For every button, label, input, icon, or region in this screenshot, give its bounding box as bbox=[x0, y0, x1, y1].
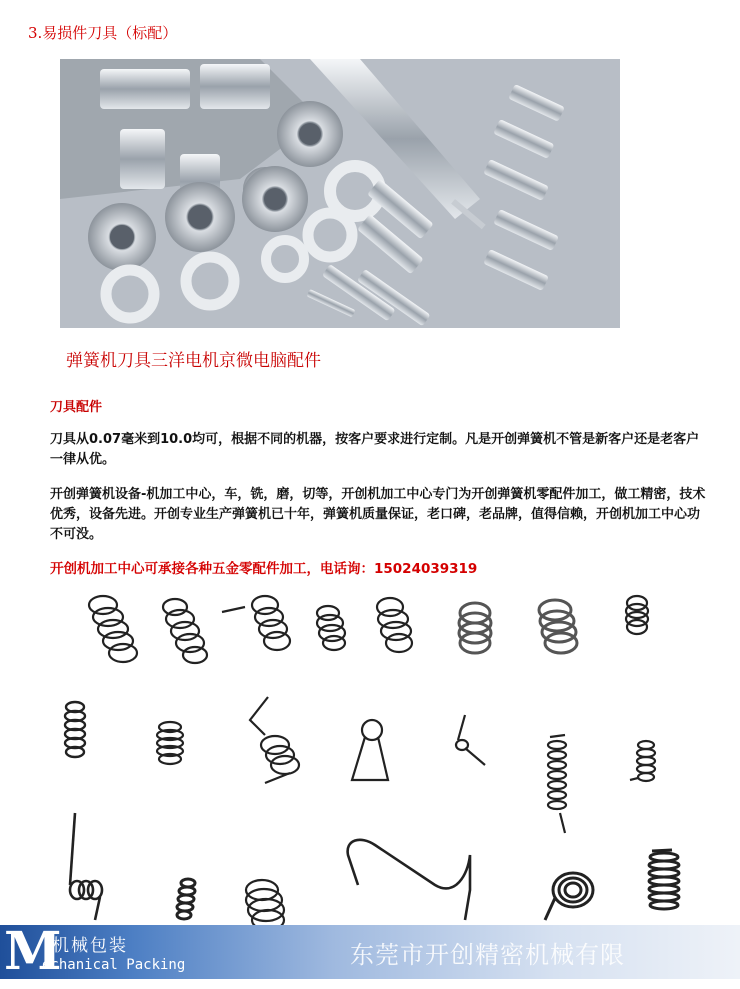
tools-illustration bbox=[60, 59, 620, 328]
spring-16 bbox=[70, 813, 102, 920]
contact-line: 开创机加工中心可承接各种五金零配件加工，电话询：15024039319 bbox=[50, 561, 478, 577]
spring-7 bbox=[539, 600, 577, 653]
springs-gallery bbox=[40, 585, 720, 935]
footer-banner bbox=[0, 921, 740, 982]
spring-20 bbox=[545, 873, 593, 920]
footer-company-name: 东莞市开创精密机械有限 bbox=[350, 941, 625, 969]
footer-english-title: echanical Packing bbox=[42, 957, 186, 973]
footer-logo-letter: M bbox=[4, 921, 62, 982]
spring-4 bbox=[317, 606, 345, 650]
section-title: 3.易损件刀具（标配） bbox=[28, 24, 178, 42]
spring-8 bbox=[626, 596, 648, 634]
tools-photo bbox=[60, 59, 620, 328]
paragraph-company: 开创弹簧机设备-机加工中心，车，铣，磨，切等，开创机加工中心专门为开创弹簧机零配件加工，做工精密，技术优秀，设备先进。开创专业生产弹簧机已十年，弹簧机质量保证，老口碑，老品牌，值得信赖，开创机加工中心功不可没。 bbox=[50, 487, 706, 542]
spring-2 bbox=[163, 599, 207, 663]
spring-5 bbox=[377, 598, 412, 652]
spring-18 bbox=[246, 880, 284, 930]
spring-11 bbox=[250, 697, 299, 783]
spring-3 bbox=[222, 596, 290, 650]
sub-heading: 刀具配件 bbox=[50, 400, 103, 415]
spring-9 bbox=[65, 702, 85, 757]
footer-chinese-title: 机械包装 bbox=[52, 936, 128, 956]
springs-illustration bbox=[40, 585, 720, 935]
spring-17 bbox=[177, 879, 195, 919]
spring-1 bbox=[89, 596, 137, 662]
paragraph-tools: 刀具从0.07毫米到10.0均可，根据不同的机器，按客户要求进行定制。凡是开创弹簧机不管是新客户还是老客户一律从优。 bbox=[50, 432, 700, 467]
spring-13 bbox=[456, 715, 485, 765]
spring-19 bbox=[348, 840, 470, 920]
spring-12 bbox=[352, 720, 388, 780]
spring-14 bbox=[548, 735, 566, 833]
spring-6 bbox=[459, 603, 491, 653]
spring-10 bbox=[157, 722, 183, 764]
photo-caption: 弹簧机刀具三洋电机京微电脑配件 bbox=[66, 351, 321, 371]
spring-15 bbox=[630, 741, 655, 781]
spring-21 bbox=[649, 850, 679, 909]
